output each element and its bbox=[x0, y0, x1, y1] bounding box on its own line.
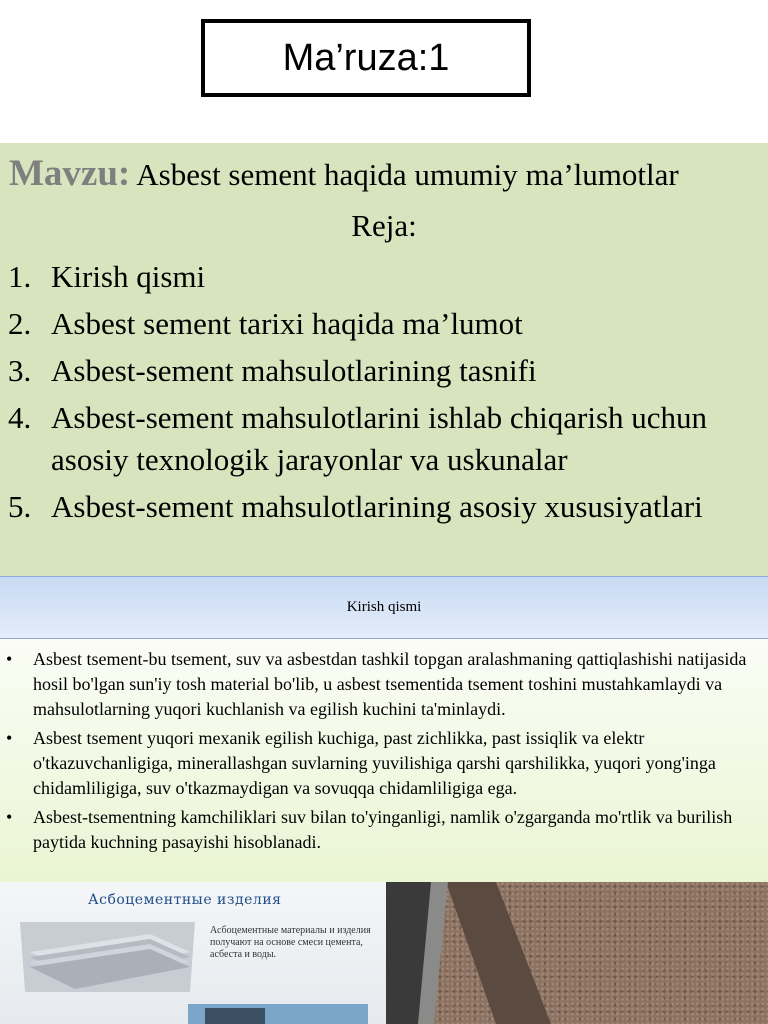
section-title-band bbox=[0, 576, 768, 639]
plan-item-number: 4. bbox=[8, 400, 32, 435]
image-caption: Асбоцементные изделия bbox=[88, 892, 282, 908]
plan-item bbox=[8, 486, 758, 528]
bullet-item bbox=[6, 805, 758, 855]
bullet-text: Asbest-tsementning kamchiliklari suv bilan to'yinganligi, namlik o'zgarganda mo'rtlik va burilish paytida kuchning pasayishi hisoblanadi. bbox=[33, 807, 733, 852]
lecture-title: Ma’ruza:1 bbox=[282, 36, 450, 79]
bullet-icon: • bbox=[6, 728, 13, 748]
plan-item-text: Asbest-sement mahsulotlarini ishlab chiqarish uchun asosiy texnologik jarayonlar va uskunalar bbox=[51, 400, 708, 477]
topic-label: Mavzu: bbox=[9, 153, 131, 194]
material-texture bbox=[386, 882, 768, 1024]
bullet-text: Asbest tsement yuqori mexanik egilish kuchiga, past zichlikka, past issiqlik va elektr o'tkazuvchanligiga, minerallashgan suvlarning yuvilishiga qarshi qarshilikka, yuqori yong'inga chidamliligiga, suv o'tkazmaydigan va sovuqqa chidamliligiga ega. bbox=[33, 728, 716, 798]
plan-item-number: 1. bbox=[8, 259, 32, 294]
asbestos-material-photo bbox=[386, 882, 768, 1024]
plan-list bbox=[8, 256, 758, 533]
plan-item-text: Asbest sement tarixi haqida ma’lumot bbox=[51, 306, 523, 341]
plan-item-number: 3. bbox=[8, 353, 32, 388]
plan-item bbox=[8, 303, 758, 345]
plan-item bbox=[8, 256, 758, 298]
section-title: Kirish qismi bbox=[346, 599, 422, 615]
topic-text: Asbest sement haqida umumiy ma’lumotlar bbox=[130, 157, 679, 192]
lecture-title-box bbox=[201, 19, 531, 97]
bullet-text: Asbest tsement-bu tsement, suv va asbestdan tashkil topgan aralashmaning qattiqlashishi natijasida hosil bo'lgan sun'iy tosh material bo'lib, u asbest tsementida tsement toshini mustahkamlaydi va mahsulotlarning yuqori kuchlanish va egilish kuchini ta'minlaydi. bbox=[33, 649, 747, 719]
topic-line bbox=[9, 152, 679, 195]
plan-item-text: Kirish qismi bbox=[51, 259, 206, 294]
plan-item-text: Asbest-sement mahsulotlarining tasnifi bbox=[51, 353, 537, 388]
bullet-icon: • bbox=[6, 649, 13, 669]
plan-item-number: 5. bbox=[8, 489, 32, 524]
bullet-list bbox=[6, 647, 758, 859]
plan-item bbox=[8, 350, 758, 392]
bullet-icon: • bbox=[6, 807, 13, 827]
image-text: Асбоцементные материалы и изделия получают на основе смеси цемента, асбеста и воды. bbox=[210, 925, 371, 960]
plan-item bbox=[8, 397, 758, 481]
bullet-item bbox=[6, 647, 758, 722]
plan-item-number: 2. bbox=[8, 306, 32, 341]
plan-item-text: Asbest-sement mahsulotlarining asosiy xususiyatlari bbox=[51, 489, 703, 524]
plan-heading: Reja: bbox=[351, 208, 417, 243]
bullet-item bbox=[6, 726, 758, 801]
